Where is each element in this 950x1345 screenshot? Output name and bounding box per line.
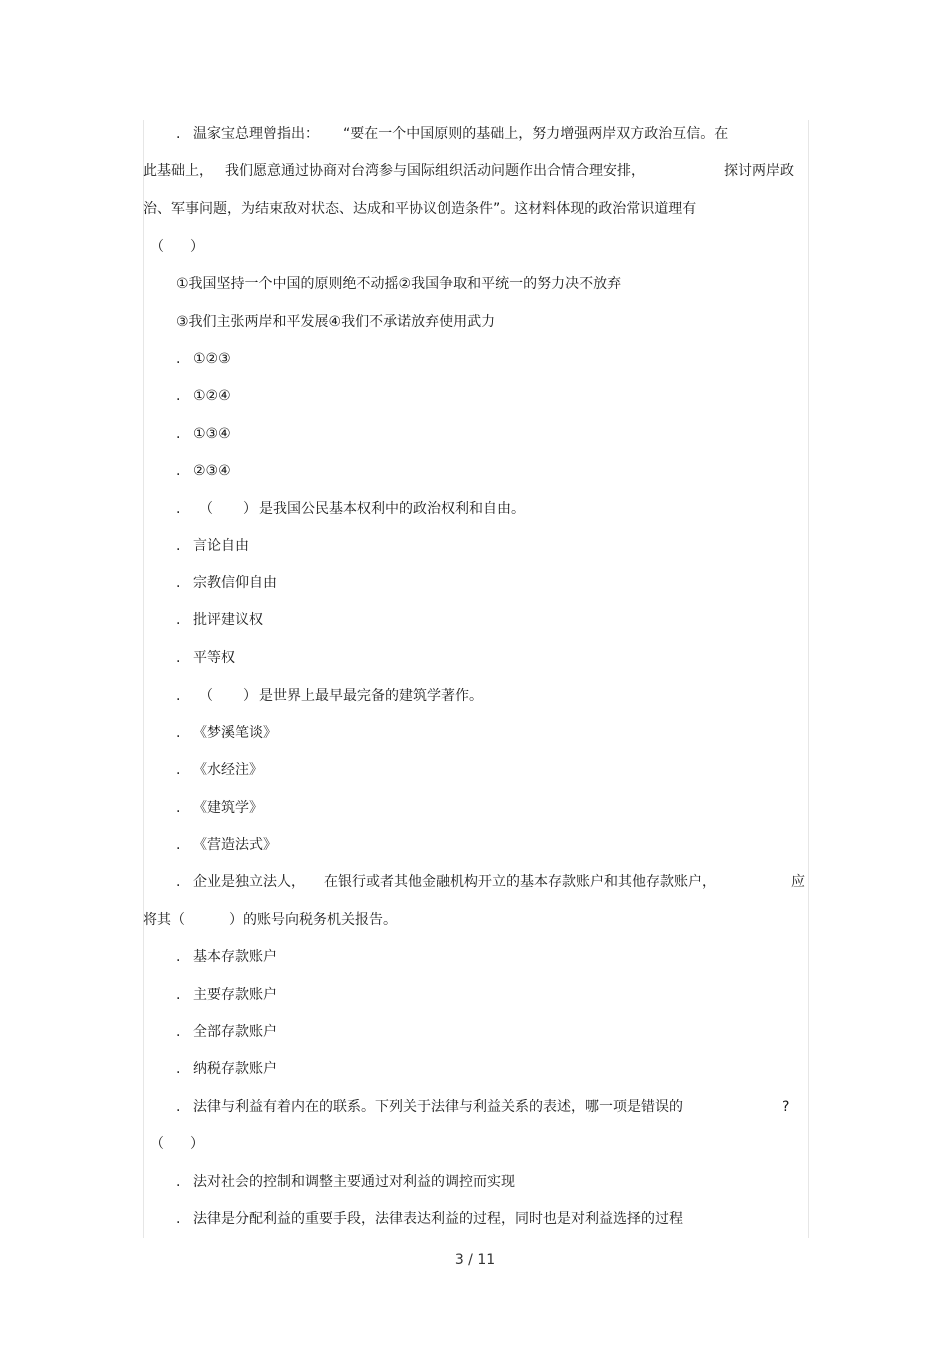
q2-stem [0, 499, 950, 519]
q4-text: 在银行或者其他金融机构开立的基本存款账户和其他存款账户， [324, 874, 716, 890]
q5-text: 法律与利益有着内在的联系。下列关于法律与利益关系的表述，哪一项是错误的 [193, 1099, 683, 1115]
option-text: 纳税存款账户 [193, 1061, 277, 1077]
item-dot: . [176, 612, 181, 628]
q5-answer-blank [0, 1134, 950, 1154]
item-dot: . [176, 463, 181, 479]
question-mark: ? [782, 1099, 790, 1115]
option-text: 平等权 [193, 650, 235, 666]
paren-close: ） [243, 501, 257, 517]
option-text: 全部存款账户 [193, 1024, 277, 1040]
q3-option [0, 723, 950, 743]
q4-option [0, 947, 950, 967]
q1-text: 探讨两岸政 [724, 163, 794, 179]
q5-option [0, 1172, 950, 1192]
paren-close: ） [243, 688, 257, 704]
statement-text: ①我国坚持一个中国的原则绝不动摇②我国争取和平统一的努力决不放弃 [176, 276, 622, 292]
q1-line-3 [0, 199, 950, 219]
item-dot: . [176, 725, 181, 741]
option-text: ①③④ [193, 426, 231, 442]
q1-option [0, 349, 950, 369]
paren-open: （ [150, 1136, 164, 1152]
q3-stem [0, 686, 950, 706]
option-text: 《梦溪笔谈》 [193, 725, 277, 741]
q1-text: “要在一个中国原则的基础上，努力增强两岸双方政治互信。在 [343, 126, 729, 142]
paren-close: ） [190, 239, 204, 255]
item-dot: . [176, 650, 181, 666]
q2-option [0, 610, 950, 630]
q1-answer-blank [0, 237, 950, 257]
q4-text: 企业是独立法人， [193, 874, 305, 890]
q4-line-1 [0, 872, 950, 892]
item-dot: . [176, 800, 181, 816]
item-dot: . [176, 1211, 181, 1227]
q1-option [0, 386, 950, 406]
item-dot: . [176, 388, 181, 404]
statement-text: ③我们主张两岸和平发展④我们不承诺放弃使用武力 [176, 314, 496, 330]
q4-option [0, 985, 950, 1005]
item-dot: . [176, 1024, 181, 1040]
paren-close: ） [190, 1136, 204, 1152]
item-dot: . [176, 426, 181, 442]
q4-line-2 [0, 910, 950, 930]
q1-option [0, 461, 950, 481]
q1-line-2 [0, 161, 950, 181]
item-dot: . [176, 874, 181, 890]
q4-text: 将其（ [143, 912, 185, 928]
option-text: 主要存款账户 [193, 987, 277, 1003]
item-dot: . [176, 538, 181, 554]
q1-line-1 [0, 124, 950, 144]
q1-option [0, 424, 950, 444]
option-text: ②③④ [193, 463, 231, 479]
option-text: ①②③ [193, 351, 231, 367]
q2-option [0, 573, 950, 593]
q5-option [0, 1209, 950, 1229]
q4-option [0, 1059, 950, 1079]
page-number: 3 / 11 [454, 1252, 496, 1268]
option-text: 《建筑学》 [193, 800, 263, 816]
option-text: 《水经注》 [193, 762, 263, 778]
q1-text: 温家宝总理曾指出： [193, 126, 319, 142]
item-dot: . [176, 575, 181, 591]
option-text: 言论自由 [193, 538, 249, 554]
option-text: 宗教信仰自由 [193, 575, 277, 591]
option-text: 法对社会的控制和调整主要通过对利益的调控而实现 [193, 1174, 515, 1190]
q1-statement-1 [0, 274, 950, 294]
item-dot: . [176, 126, 181, 142]
item-dot: . [176, 987, 181, 1003]
paren-open: （ [199, 501, 213, 517]
q3-option [0, 760, 950, 780]
q3-option [0, 835, 950, 855]
q2-text: 是我国公民基本权利中的政治权利和自由。 [259, 501, 525, 517]
item-dot: . [176, 1061, 181, 1077]
q4-text: ）的账号向税务机关报告。 [229, 912, 397, 928]
paren-open: （ [199, 688, 213, 704]
q2-option [0, 648, 950, 668]
q1-text: 此基础上， [143, 163, 213, 179]
q5-stem [0, 1097, 950, 1117]
item-dot: . [176, 351, 181, 367]
item-dot: . [176, 501, 181, 517]
q4-option [0, 1022, 950, 1042]
option-text: 《营造法式》 [193, 837, 277, 853]
item-dot: . [176, 837, 181, 853]
q1-text: 治、军事问题，为结束敌对状态、达成和平协议创造条件”。这材料体现的政治常识道理有 [143, 201, 697, 217]
item-dot: . [176, 1099, 181, 1115]
item-dot: . [176, 762, 181, 778]
item-dot: . [176, 688, 181, 704]
q3-text: 是世界上最早最完备的建筑学著作。 [259, 688, 483, 704]
option-text: 批评建议权 [193, 612, 263, 628]
item-dot: . [176, 1174, 181, 1190]
q1-text: 我们愿意通过协商对台湾参与国际组织活动问题作出合情合理安排， [225, 163, 645, 179]
q2-option [0, 536, 950, 556]
q1-statement-2 [0, 312, 950, 332]
option-text: 基本存款账户 [193, 949, 277, 965]
q3-option [0, 798, 950, 818]
item-dot: . [176, 949, 181, 965]
q4-text: 应 [791, 874, 805, 890]
paren-open: （ [150, 239, 164, 255]
option-text: ①②④ [193, 388, 231, 404]
option-text: 法律是分配利益的重要手段，法律表达利益的过程，同时也是对利益选择的过程 [193, 1211, 683, 1227]
